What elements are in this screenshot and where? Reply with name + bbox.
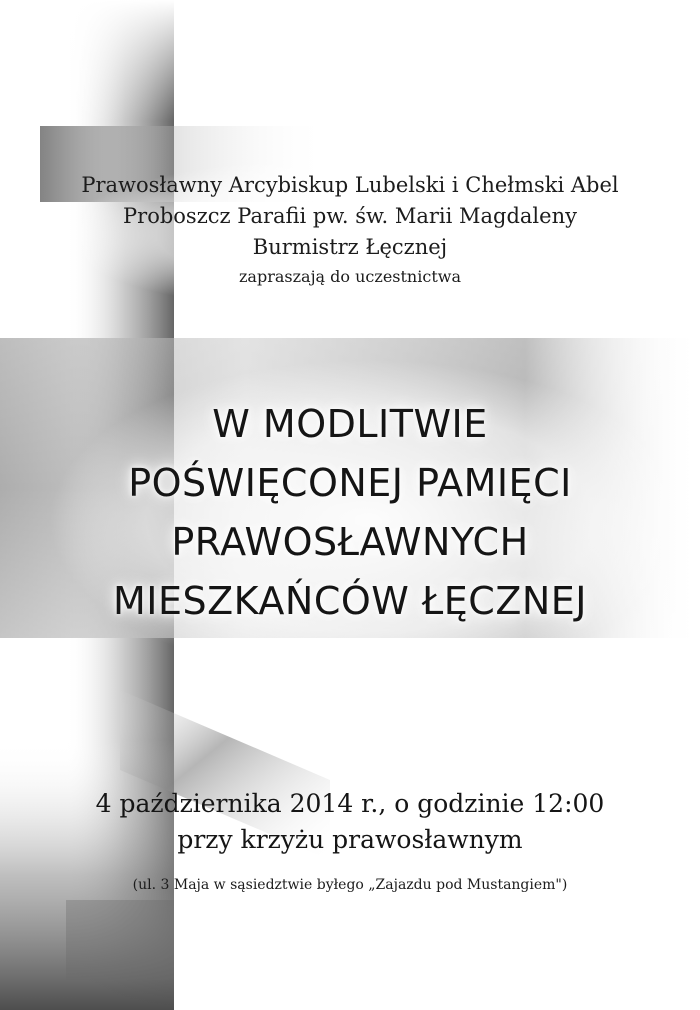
headline-line-1: W MODLITWIE <box>212 402 488 446</box>
headline-line-2: POŚWIĘCONEJ PAMIĘCI <box>128 461 572 505</box>
inviter-archbishop: Prawosławny Arcybiskup Lubelski i Chełmski Abel <box>81 173 619 197</box>
inviter-mayor: Burmistrz Łęcznej <box>252 235 448 259</box>
event-details <box>0 786 700 896</box>
event-address: (ul. 3 Maja w sąsiedztwie byłego „Zajazdu pod Mustangiem") <box>132 877 568 893</box>
inviter-parish-priest: Proboszcz Parafii pw. św. Marii Magdaleny <box>123 204 577 228</box>
inviters-block <box>0 170 700 289</box>
event-date-time: 4 października 2014 r., o godzinie 12:00 <box>95 789 605 818</box>
headline <box>0 395 700 631</box>
headline-line-4: MIESZKAŃCÓW ŁĘCZNEJ <box>113 579 587 623</box>
event-place: przy krzyżu prawosławnym <box>177 825 523 854</box>
headline-line-3: PRAWOSŁAWNYCH <box>171 520 529 564</box>
invitation-phrase: zapraszają do uczestnictwa <box>239 267 461 286</box>
